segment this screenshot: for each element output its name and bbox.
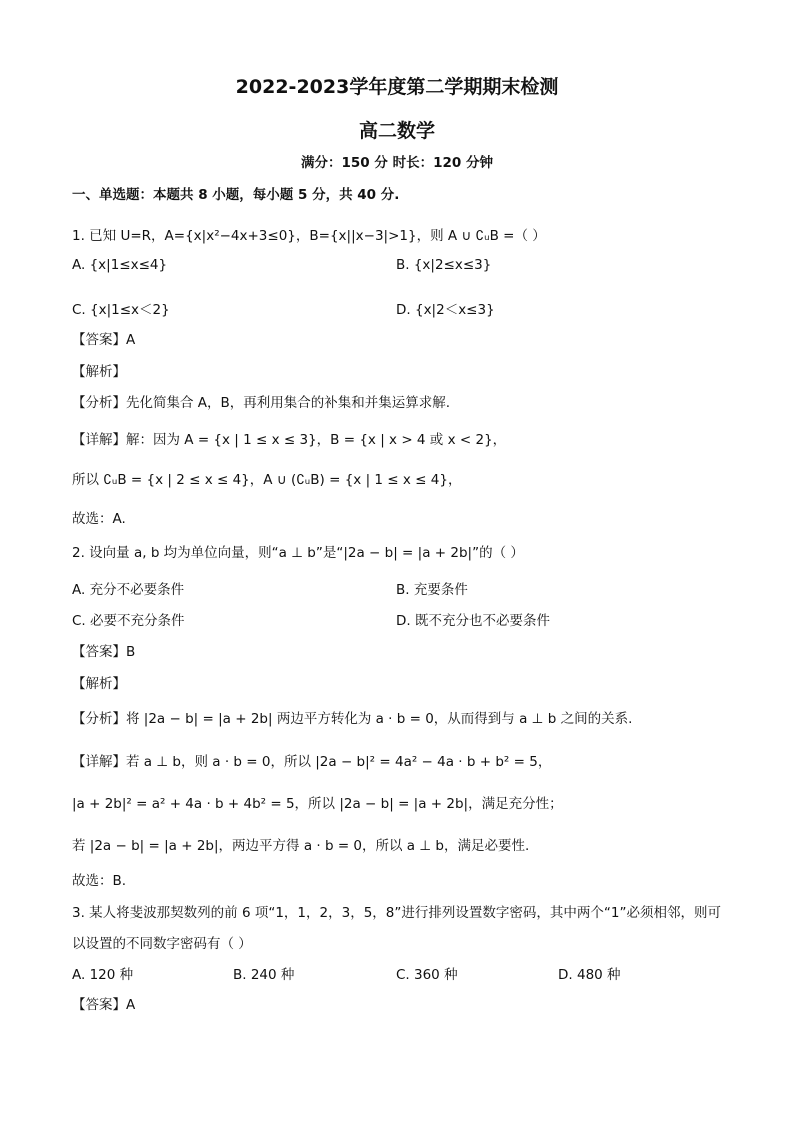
q3-stem-line1: 3. 某人将斐波那契数列的前 6 项“1，1，2，3，5，8”进行排列设置数字密码，其中两个“1”必须相邻，则可: [72, 905, 721, 921]
q3-stem-line2: 以设置的不同数字密码有（ ）: [72, 936, 252, 952]
q1-fenxi: 【分析】先化简集合 A，B，再利用集合的补集和并集运算求解.: [72, 395, 451, 411]
q1-analysis-label: 【解析】: [72, 364, 126, 380]
q2-line2: |a + 2b|² = a² + 4a · b + 4b² = 5，所以 |2a − b| = |a + 2b|，满足充分性；: [72, 796, 563, 812]
q2-fenxi: 【分析】将 |2a − b| = |a + 2b| 两边平方转化为 a · b = 0，从而得到与 a ⊥ b 之间的关系.: [72, 711, 633, 727]
q3-option-a: A. 120 种: [72, 967, 134, 983]
q1-option-d: D. {x|2＜x≤3}: [396, 302, 495, 318]
q2-conclusion: 故选：B.: [72, 873, 127, 889]
q2-option-c: C. 必要不充分条件: [72, 613, 185, 629]
q2-answer: 【答案】B: [72, 644, 136, 660]
q3-answer: 【答案】A: [72, 997, 136, 1013]
section-heading: 一、单选题：本题共 8 小题，每小题 5 分，共 40 分.: [72, 187, 400, 203]
q2-option-b: B. 充要条件: [396, 582, 468, 598]
exam-title: 2022-2023学年度第二学期期末检测: [235, 76, 559, 98]
exam-meta: 满分：150 分 时长：120 分钟: [301, 155, 493, 171]
q2-xiangjie: 【详解】若 a ⊥ b，则 a · b = 0，所以 |2a − b|² = 4a² − 4a · b + b² = 5，: [72, 754, 552, 770]
q1-option-c: C. {x|1≤x＜2}: [72, 302, 170, 318]
q1-option-a: A. {x|1≤x≤4}: [72, 257, 168, 273]
exam-subject: 高二数学: [358, 120, 435, 142]
q3-option-d: D. 480 种: [558, 967, 621, 983]
q3-option-c: C. 360 种: [396, 967, 458, 983]
q2-line3: 若 |2a − b| = |a + 2b|，两边平方得 a · b = 0，所以 a ⊥ b，满足必要性.: [72, 838, 530, 854]
q2-stem: 2. 设向量 a, b 均为单位向量，则“a ⊥ b”是“|2a − b| = |a + 2b|”的（ ）: [72, 545, 524, 561]
q3-option-b: B. 240 种: [233, 967, 295, 983]
q2-option-a: A. 充分不必要条件: [72, 582, 185, 598]
q1-line2: 所以 ∁ᵤB = {x | 2 ≤ x ≤ 4}，A ∪ (∁ᵤB) = {x | 1 ≤ x ≤ 4}，: [72, 472, 462, 488]
q1-stem: 1. 已知 U=R，A={x|x²−4x+3≤0}，B={x||x−3|>1}，则 A ∪ ∁ᵤB =（ ）: [72, 228, 546, 244]
q2-option-d: D. 既不充分也不必要条件: [396, 613, 550, 629]
q1-conclusion: 故选：A.: [72, 511, 126, 527]
q1-option-b: B. {x|2≤x≤3}: [396, 257, 492, 273]
q1-xiangjie: 【详解】解：因为 A = {x | 1 ≤ x ≤ 3}，B = {x | x > 4 或 x < 2}，: [72, 432, 507, 448]
q1-answer: 【答案】A: [72, 332, 136, 348]
q2-analysis-label: 【解析】: [72, 676, 126, 692]
